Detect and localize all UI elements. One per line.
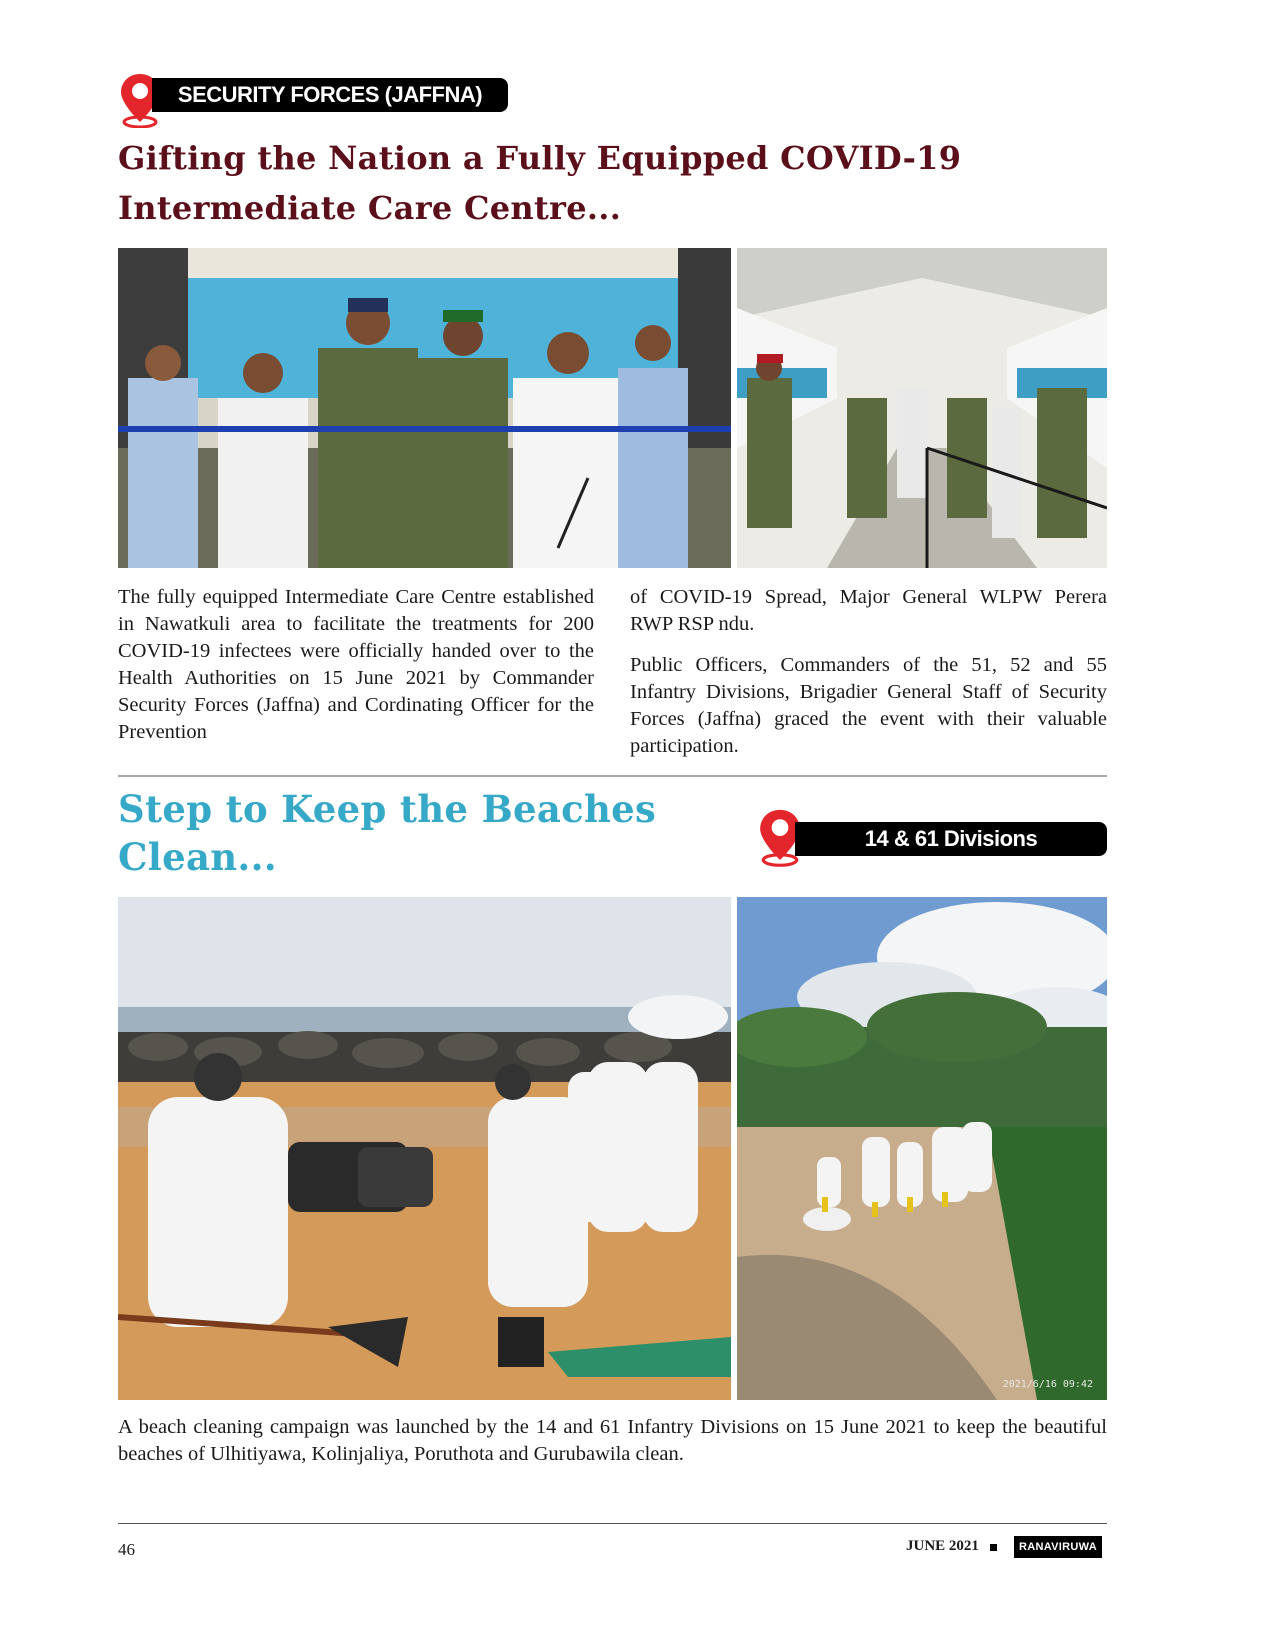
bullet-square-icon: [990, 1544, 997, 1551]
care-centre-hall-photo: [737, 248, 1107, 568]
beach-cleaning-photo-2: [737, 897, 1107, 1400]
section-tag-jaffna: [118, 72, 508, 128]
beach-cleaning-photo: [118, 897, 731, 1400]
paragraph: Public Officers, Commanders of the 51, 52 and 55 Infantry Divisions, Brigadier General Staff of Security Forces (Jaffna) graced the event with their valuable participation.: [630, 654, 1107, 757]
paragraph: The fully equipped Intermediate Care Centre established in Nawatkuli area to facilitate the treatments for 200 COVID-19 infectees were officially handed over to the Health Authorities on 15 June 2021 by Commander Security Forces (Jaffna) and Cordinating Officer for the Prevention: [118, 586, 594, 743]
footer-divider: [118, 1523, 1107, 1524]
paragraph: of COVID-19 Spread, Major General WLPW Perera RWP RSP ndu.: [630, 586, 1107, 635]
article-headline-beaches: Step to Keep the Beaches Clean...: [118, 787, 657, 879]
article-body-col2: [630, 584, 1107, 774]
section-tag-label: 14 & 61 Divisions: [795, 822, 1107, 856]
section-divider: [118, 775, 1107, 777]
article-headline-care-centre: Gifting the Nation a Fully Equipped COVID-19 Intermediate Care Centre...: [118, 139, 962, 227]
article-body-col1: [118, 584, 594, 760]
photo-timestamp: 2021/6/16 09:42: [1002, 1379, 1093, 1390]
article-body-beaches: A beach cleaning campaign was launched by the 14 and 61 Infantry Divisions on 15 June 2021 to keep the beautiful beaches of Ulhitiyawa, Kolinjaliya, Poruthota and Gurubawila clean.: [118, 1416, 1107, 1465]
issue-date: JUNE 2021: [906, 1538, 979, 1554]
section-tag-divisions: [757, 806, 1107, 868]
section-tag-label: SECURITY FORCES (JAFFNA): [152, 78, 508, 112]
page-number: 46: [118, 1540, 135, 1559]
ribbon-cutting-photo: [118, 248, 731, 568]
magazine-brand: RANAVIRUWA: [1014, 1536, 1102, 1558]
